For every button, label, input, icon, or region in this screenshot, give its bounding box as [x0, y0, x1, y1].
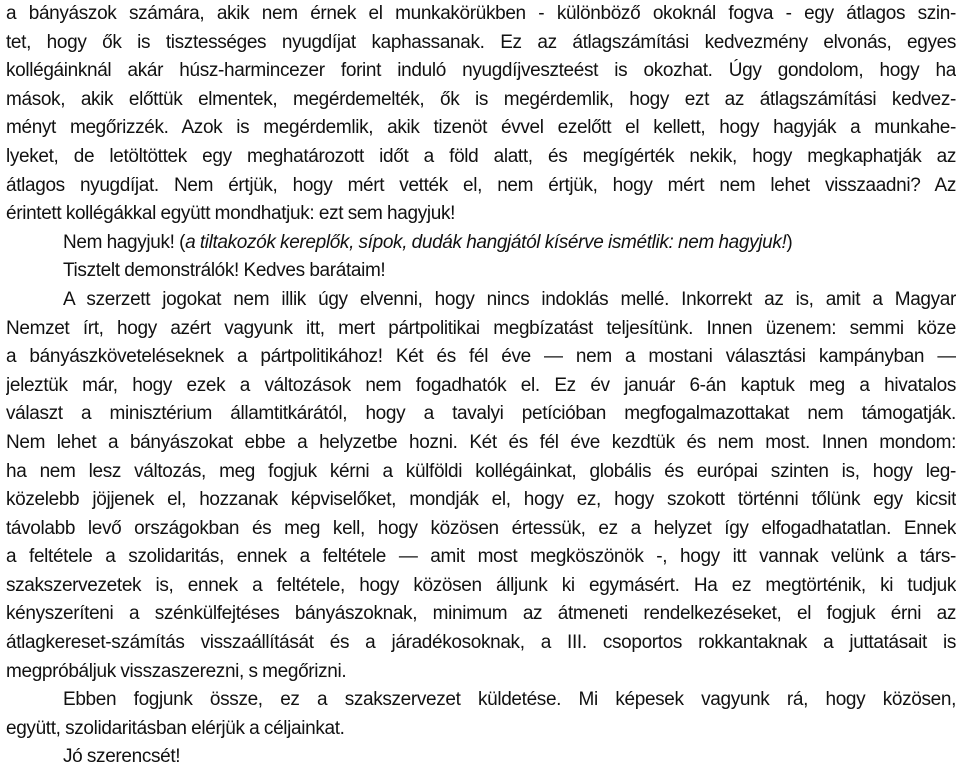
text-line: átlagos nyugdíjat. Nem értjük, hogy mért vették el, nem értjük, hogy mért nem lehet visszaadni? Az — [6, 174, 956, 196]
text-line: érintett kollégákkal együtt mondhatjuk: ezt sem hagyjuk! — [6, 203, 456, 225]
text-line: ményt megőrizzék. Azok is megérdemlik, akik tizenöt évvel ezelőtt el kellett, hogy hagyják a munkahe- — [6, 117, 956, 139]
text-line: átlagkereset-számítás visszaállítását és a járadékosoknak, a III. csoportos rokkantaknak a juttatásait is — [6, 632, 956, 654]
text-line: a bányászok számára, akik nem érnek el munkakörükben - különböző okoknál fogva - egy átlagos szin- — [6, 3, 956, 24]
text-line: jeleztük már, hogy ezek a változások nem fogadhatók el. Ez év január 6-án kaptuk meg a hivatalos — [6, 374, 956, 396]
text-line: megpróbáljuk visszaszerezni, s megőrizni. — [6, 660, 347, 682]
text-line: ha nem lesz változás, meg fogjuk kérni a külföldi kollégáinkat, globális és európai szinten is, hogy leg- — [6, 460, 956, 482]
text-line: szakszervezetek is, ennek a feltétele, hogy közösen álljunk ki egymásért. Ha ez megtörténik, ki tudjuk — [6, 574, 956, 596]
text-line: együtt, szolidaritásban elérjük a céljainkat. — [6, 717, 345, 739]
text-line: a feltétele a szolidaritás, ennek a feltétele — amit most megköszönök -, hogy itt vannak velünk a társ- — [6, 546, 956, 568]
text-line: Nem lehet a bányászokat ebbe a helyzetbe hozni. Két és fél éve kezdtük és nem most. Innen mondom: — [6, 431, 956, 453]
text-line: távolabb levő országokban és meg kell, hogy közösen értessük, ez a helyzet így elfogadhatatlan. Ennek — [6, 517, 956, 539]
text-line: tet, hogy ők is tisztességes nyugdíjat kaphassanak. Ez az átlagszámítási kedvezmény elvonás, egyes — [6, 31, 956, 53]
text-span: Nem hagyjuk! ( — [63, 231, 186, 253]
text-line: Nemzet írt, hogy azért vagyunk itt, mert pártpolitikai megbízatást teljesítünk. Innen üzenem: semmi köze — [6, 317, 956, 339]
text-line: a bányászköveteléseknek a pártpolitikához! Két és fél éve — nem a mostani választási kampányban — — [6, 346, 956, 368]
text-line: mások, akik előttük elmentek, megérdemelték, ők is megérdemlik, hogy ezt az átlagszámítási kedvez- — [6, 88, 956, 110]
text-line: lyeket, de letöltöttek egy meghatározott időt a föld alatt, és megígérték nekik, hogy megkaphatják az — [6, 145, 956, 167]
stage-direction-line — [6, 229, 956, 258]
text-line: Ebben fogjunk össze, ez a szakszervezet küldetése. Mi képesek vagyunk rá, hogy közösen, — [63, 689, 956, 711]
text-line: közelebb jöjjenek el, hozzanak képviselőket, mondják el, hogy ez, hogy szokott történni tőlünk egy kicsit — [6, 489, 956, 511]
text-span: ) — [786, 231, 793, 253]
text-line: választ a minisztérium államtitkárától, hogy a tavalyi petícióban megfogalmazottakat nem támogatják. — [6, 403, 956, 425]
text-line: A szerzett jogokat nem illik úgy elvenni, hogy nincs indoklás mellé. Inkorrekt az is, amit a Magyar — [63, 288, 956, 310]
text-line: kényszeríteni a szénkülfejtéses bányászoknak, minimum az átmeneti rendelkezéseket, el fogjuk érni az — [6, 603, 956, 625]
closing-greeting: Jó szerencsét! — [63, 746, 181, 768]
text-line: Tisztelt demonstrálók! Kedves barátaim! — [63, 260, 386, 282]
text-line: kollégáinknál akár húsz-harmincezer forint induló nyugdíjveszteést is okozhat. Úgy gondolom, hogy ha — [6, 60, 956, 82]
italic-stage-direction: a tiltakozók kereplők, sípok, dudák hangjától kísérve ismétlik: nem hagyjuk! — [185, 231, 787, 253]
document-body — [6, 0, 956, 772]
